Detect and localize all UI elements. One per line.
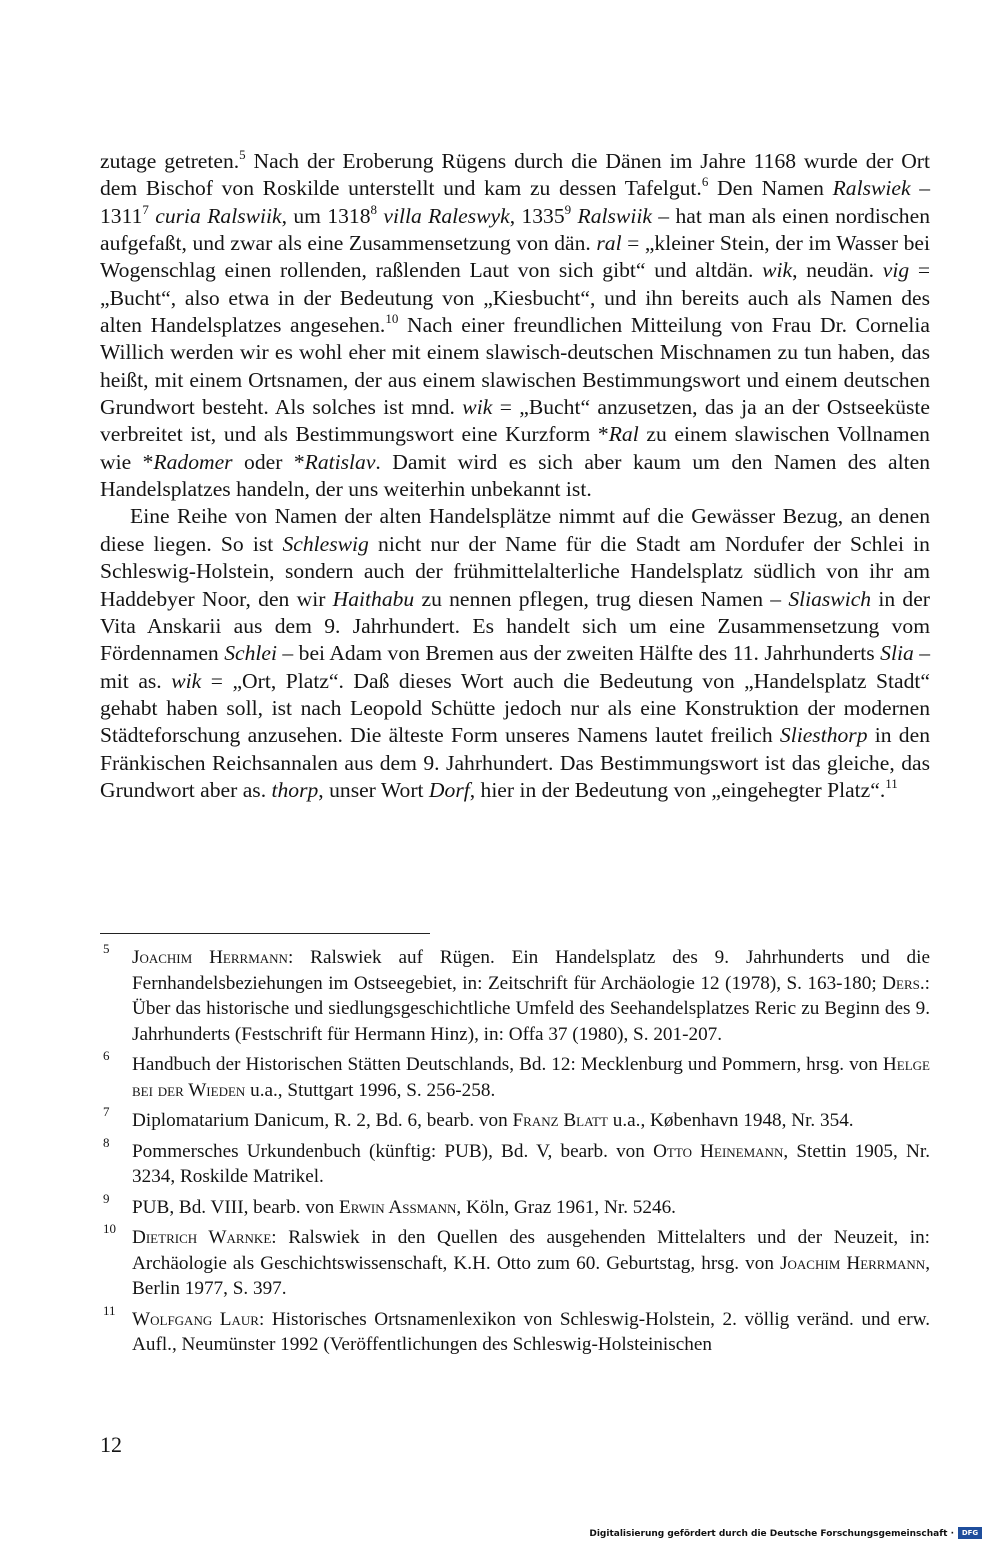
footnote-11: [100, 1302, 931, 1358]
footnote-number: 9: [103, 1190, 110, 1206]
italic-term: Ral: [608, 422, 639, 447]
text-run: Den Namen: [708, 176, 833, 201]
footnote-text: [132, 1108, 930, 1134]
author-name: Joachim Herrmann: [132, 947, 288, 968]
digitization-credit: Digitalisierung gefördert durch die Deutsche Forschungsgemeinschaft ·: [589, 1529, 954, 1539]
text-run: , 1335: [509, 203, 565, 228]
footnote-divider: [100, 933, 430, 934]
text-run: u.a., Stuttgart 1996, S. 256-258.: [245, 1079, 496, 1101]
text-run: , unser Wort: [318, 777, 429, 802]
footnote-ref-5[interactable]: 5: [239, 147, 246, 162]
footnote-number: 11: [103, 1302, 116, 1318]
text-run: zu nennen pflegen, trug diesen Namen –: [414, 586, 789, 611]
text-run: . Damit wird es sich aber kaum um den Namen des alten Handelsplatzes handeln, der uns weiterhin unbekannt ist.: [100, 449, 930, 502]
author-name: Otto Heinemann: [653, 1140, 784, 1162]
footnote-text: [132, 945, 930, 1047]
paragraph-1: [100, 148, 930, 503]
italic-term: wik: [462, 395, 493, 420]
text-run: Diplomatarium Danicum, R. 2, Bd. 6, bearb. von: [132, 1110, 513, 1131]
text-run: u.a., København 1948, Nr. 354.: [607, 1110, 854, 1131]
italic-term: Sliaswich: [788, 586, 872, 611]
italic-term: Schlei: [224, 641, 277, 666]
footnote-ref-8[interactable]: 8: [370, 201, 378, 217]
text-run: – hat man als einen nordischen aufgefaßt, und zwar als eine Zusammensetzung von dän.: [100, 203, 930, 256]
footnote-text: [132, 1195, 930, 1221]
footnote-5: [100, 941, 930, 1047]
page-number: 12: [100, 1432, 122, 1457]
text-run: , hier in der Bedeutung von „eingehegter Platz“.: [469, 777, 886, 802]
footnote-6: [100, 1048, 930, 1103]
text-run: : Historisches Ortsnamenlexikon von Schleswig-Holstein, 2. völlig veränd. und erw. Aufl., Neumünster 1992 (Veröffentlichungen des Schleswig-Holsteinischen: [132, 1308, 931, 1355]
text-run: = „Bucht“, also etwa in der Bedeutung von „Kiesbucht“, und ihn bereits auch als Namen des alten Handelsplatzes angesehen.: [100, 258, 931, 338]
italic-term: Sliesthorp: [779, 723, 868, 748]
text-run: zutage getreten.: [100, 149, 240, 173]
author-name: Ders.: [882, 972, 925, 994]
footnote-number: 7: [103, 1104, 110, 1119]
text-run: , um 1318: [281, 203, 371, 228]
footnote-text: [132, 1307, 930, 1358]
italic-term: Ratislav: [304, 449, 376, 474]
footnote-ref-11[interactable]: 11: [885, 775, 898, 791]
footnote-ref-10[interactable]: 10: [385, 311, 399, 327]
text-run: : Über das historische und siedlungsgeschichtliche Umfeld des Seehandelsplatzes Reric zu Beginn des 9. Jahrhunderts (Festschrift für Hermann Hinz), in: Offa 37 (1980), S. 201-207.: [132, 972, 930, 1045]
text-run: in den Fränkischen Reichsannalen aus dem 9. Jahrhundert. Das Bestimmungswort ist das gleiche, das Grundwort aber as.: [100, 723, 930, 802]
italic-term: curia Ralswiik: [155, 203, 282, 228]
author-name: Helge bei der Wieden: [132, 1054, 930, 1101]
footnote-number: 8: [103, 1134, 110, 1150]
text-run: nicht nur der Name für die Stadt am Nordufer der Schlei in Schleswig-Holstein, sondern auch der frühmittelalterliche Handelsplatz südlich von ihr am Haddebyer Noor, den wir: [100, 531, 930, 611]
author-name: Erwin Assmann: [338, 1196, 457, 1218]
footnote-text: [132, 1225, 930, 1302]
text-run: Eine Reihe von Namen der alten Handelsplätze nimmt auf die Gewässer Bezug, an denen diese liegen. So ist: [100, 504, 930, 556]
footnote-10: [100, 1221, 930, 1302]
author-name: Franz Blatt: [512, 1110, 608, 1131]
footnote-text: [132, 1139, 930, 1190]
text-run: , neudän.: [792, 258, 883, 283]
text-run: = „Bucht“ anzusetzen, das ja an der Ostseeküste verbreitet ist, und als Bestimmungswort eine Kurzform *: [100, 395, 931, 447]
text-run: – 1311: [100, 176, 931, 228]
footnote-ref-6[interactable]: 6: [701, 174, 709, 190]
text-run: , Stettin 1905, Nr. 3234, Roskilde Matrikel.: [132, 1140, 930, 1187]
text-run: oder *: [232, 449, 305, 474]
footnote-ref-7[interactable]: 7: [142, 201, 149, 217]
footnote-number: 5: [103, 941, 110, 956]
author-name: Wolfgang Laur: [132, 1308, 259, 1330]
italic-term: wik: [762, 258, 793, 283]
text-run: Nach einer freundlichen Mitteilung von Frau Dr. Cornelia Willich werden wir es wohl eher mit einem slawisch-deutschen Mischnamen zu tun haben, das heißt, mit einem Ortsnamen, der aus einem slawischen Bestimmungswort und einem deutschen Grundwort besteht. Als solches ist mnd.: [100, 313, 930, 420]
text-run: Handbuch der Historischen Stätten Deutschlands, Bd. 12: Mecklenburg und Pommern, hrsg. von: [132, 1054, 883, 1075]
italic-term: Ralswiik: [577, 203, 652, 228]
main-text: [100, 148, 930, 804]
text-run: Nach der Eroberung Rügens durch die Dänen im Jahre 1168 wurde der Ort dem Bischof von Roskilde unterstellt und kam zu dessen Tafelgut.: [100, 149, 930, 201]
dfg-logo: DFG: [958, 1527, 982, 1539]
text-run: – bei Adam von Bremen aus der zweiten Hälfte des 11. Jahrhunderts: [276, 641, 881, 666]
italic-term: ral: [596, 231, 622, 256]
text-run: Pommersches Urkundenbuch (künftig: PUB), Bd. V, bearb. von: [132, 1140, 654, 1162]
text-run: : Ralswiek auf Rügen. Ein Handelsplatz des 9. Jahrhunderts und die Fernhandelsbeziehungen im Ostseegebiet, in: Zeitschrift für Archäologie 12 (1978), S. 163-180;: [132, 947, 930, 994]
italic-term: thorp: [271, 777, 319, 802]
italic-term: Radomer: [153, 449, 233, 474]
author-name: Dietrich Warnke: [132, 1227, 272, 1248]
text-run: = „Ort, Platz“. Daß dieses Wort auch die Bedeutung von „Handelsplatz Stadt“ gehabt haben soll, ist nach Leopold Schütte jedoch nur als eine Konstruktion der modernen Städteforschung anzusehen. Die älteste Form unseres Namens lautet freilich: [100, 668, 930, 748]
italic-term: Schleswig: [282, 531, 369, 556]
text-run: : Ralswiek in den Quellen des ausgehenden Mittelalters und der Neuzeit, in: Archäologie als Geschichtswissenschaft, K.H. Otto zum 60. Geburtstag, hrsg. von: [132, 1227, 930, 1274]
footnote-ref-9[interactable]: 9: [564, 201, 572, 217]
italic-term: vig: [882, 258, 910, 283]
footnote-number: 10: [103, 1221, 116, 1236]
author-name: Joachim Herrmann: [780, 1252, 926, 1274]
paragraph-2: [100, 503, 930, 804]
text-run: in der Vita Anskarii aus dem 9. Jahrhundert. Es handelt sich um eine Zusammensetzung vom Fördennamen: [100, 586, 930, 666]
footnote-text: [132, 1052, 930, 1103]
footnote-9: [100, 1190, 930, 1221]
italic-term: wik: [171, 668, 202, 693]
footnote-8: [100, 1134, 930, 1190]
text-run: PUB, Bd. VIII, bearb. von: [132, 1196, 339, 1218]
italic-term: Dorf: [428, 777, 470, 802]
italic-term: villa Raleswyk: [383, 203, 510, 228]
italic-term: Slia: [880, 641, 914, 666]
footnote-7: [100, 1104, 930, 1134]
footnote-number: 6: [103, 1048, 110, 1063]
text-run: – mit as.: [100, 641, 931, 693]
text-run: zu einem slawischen Vollnamen wie *: [100, 422, 930, 474]
text-run: , Berlin 1977, S. 397.: [132, 1252, 930, 1299]
italic-term: Haithabu: [332, 586, 415, 611]
italic-term: Ralswiek: [832, 176, 911, 201]
text-run: , Köln, Graz 1961, Nr. 5246.: [456, 1196, 676, 1218]
footnotes: [100, 941, 931, 1363]
text-run: = „kleiner Stein, der im Wasser bei Wogenschlag einen rollenden, raßlenden Laut von sich gibt“ und altdän.: [100, 231, 930, 283]
